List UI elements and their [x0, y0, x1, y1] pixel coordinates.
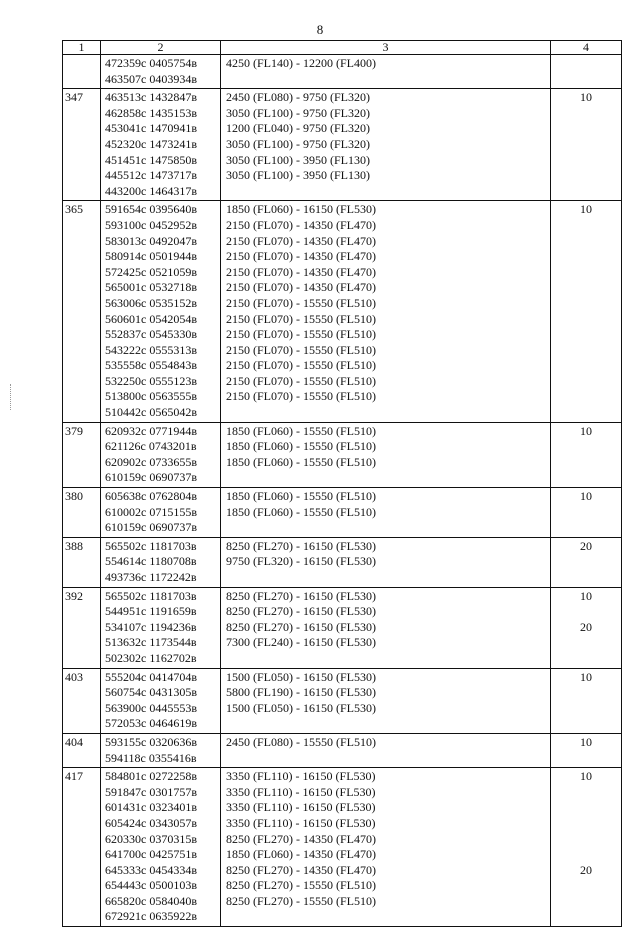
coordinate-point: 543222с 0555313в: [105, 342, 197, 357]
altitude-levels-cell: [221, 733, 551, 767]
category-value: 10: [580, 734, 592, 749]
coordinate-point: 621126с 0743201в: [105, 439, 197, 454]
coordinate-point: 565502с 1181703в: [105, 588, 197, 603]
table-row: [63, 422, 622, 487]
coordinate-point: 672921с 0635922в: [105, 909, 197, 924]
category-value: [553, 800, 619, 816]
coordinate-point: 563006с 0535152в: [105, 295, 197, 310]
coordinate-point: 560754с 0431305в: [105, 685, 197, 700]
coordinate-point: 654443с 0500103в: [105, 878, 197, 893]
zone-number: 347: [63, 89, 101, 201]
category-value: 10: [580, 769, 592, 784]
category-value: [553, 785, 619, 801]
altitude-range: 8250 (FL270) - 16150 (FL530): [226, 588, 376, 603]
coordinate-point: 580914с 0501944в: [105, 249, 197, 264]
coordinate-point: 605638с 0762804в: [105, 489, 197, 504]
category-cell: [551, 201, 622, 422]
category-value: [553, 816, 619, 832]
category-value: [553, 56, 619, 72]
altitude-range: 1850 (FL060) - 15550 (FL510): [226, 489, 376, 504]
altitude-levels-cell: [221, 537, 551, 587]
category-value: 10: [580, 90, 592, 105]
margin-mark: [10, 384, 12, 410]
altitude-range: 1850 (FL060) - 14350 (FL470): [226, 847, 376, 862]
altitude-range: 5800 (FL190) - 16150 (FL530): [226, 685, 376, 700]
coordinates-cell: [101, 768, 221, 927]
category-value: [553, 604, 619, 620]
altitude-range: 3350 (FL110) - 16150 (FL530): [226, 800, 376, 815]
category-cell: [551, 668, 622, 733]
table-row: [63, 201, 622, 422]
altitude-range: 2150 (FL070) - 15550 (FL510): [226, 389, 376, 404]
column-header-4: 4: [551, 41, 622, 55]
coordinate-point: 641700с 0425751в: [105, 847, 197, 862]
altitude-range: 9750 (FL320) - 16150 (FL530): [226, 554, 376, 569]
altitude-range: 2150 (FL070) - 15550 (FL510): [226, 311, 376, 326]
coordinate-point: 610159с 0690737в: [105, 470, 197, 485]
zone-number: 417: [63, 768, 101, 927]
table-row: [63, 537, 622, 587]
category-value: 20: [580, 538, 592, 553]
altitude-range: 2150 (FL070) - 14350 (FL470): [226, 280, 376, 295]
coordinate-point: 502302с 1162702в: [105, 650, 197, 665]
category-value: 10: [580, 669, 592, 684]
altitude-levels-cell: [221, 422, 551, 487]
column-header-3: 3: [221, 41, 551, 55]
coordinates-cell: [101, 55, 221, 89]
category-cell: [551, 422, 622, 487]
category-cell: [551, 768, 622, 927]
coordinates-cell: [101, 89, 221, 201]
altitude-range: 8250 (FL270) - 16150 (FL530): [226, 538, 376, 553]
zone-number: 379: [63, 422, 101, 487]
table-body: [63, 55, 622, 927]
coordinate-point: 593100с 0452952в: [105, 217, 197, 232]
coordinates-cell: [101, 537, 221, 587]
coordinate-point: 510442с 0565042в: [105, 405, 197, 420]
altitude-levels-cell: [221, 89, 551, 201]
coordinate-point: 513632с 1173544в: [105, 635, 197, 650]
altitude-range: 1500 (FL050) - 16150 (FL530): [226, 700, 376, 715]
coordinates-cell: [101, 733, 221, 767]
coordinate-point: 472359с 0405754в: [105, 56, 197, 70]
altitude-range: 2150 (FL070) - 15550 (FL510): [226, 327, 376, 342]
zone-number: 365: [63, 201, 101, 422]
table-row: [63, 587, 622, 668]
coordinate-point: 610002с 0715155в: [105, 504, 197, 519]
altitude-range: 3350 (FL110) - 16150 (FL530): [226, 769, 376, 784]
coordinate-point: 605424с 0343057в: [105, 815, 197, 830]
coordinate-point: 463507с 0403934в: [105, 71, 197, 86]
zone-number: [63, 55, 101, 89]
coordinate-point: 534107с 1194236в: [105, 619, 197, 634]
altitude-range: 1850 (FL060) - 15550 (FL510): [226, 504, 376, 519]
column-header-2: 2: [101, 41, 221, 55]
altitude-range: 1850 (FL060) - 15550 (FL510): [226, 439, 376, 454]
category-value: [553, 847, 619, 863]
coordinate-point: 513800с 0563555в: [105, 389, 197, 404]
coordinate-point: 544951с 1191659в: [105, 604, 197, 619]
altitude-range: 8250 (FL270) - 16150 (FL530): [226, 604, 376, 619]
coordinate-point: 535558с 0554843в: [105, 358, 197, 373]
coordinate-point: 583013с 0492047в: [105, 233, 197, 248]
category-value: 10: [580, 423, 592, 438]
coordinate-point: 572425с 0521059в: [105, 264, 197, 279]
category-cell: [551, 587, 622, 668]
altitude-range: 2150 (FL070) - 15550 (FL510): [226, 295, 376, 310]
coordinate-point: 453041с 1470941в: [105, 121, 197, 136]
coordinate-point: 532250с 0555123в: [105, 373, 197, 388]
altitude-range: 2150 (FL070) - 14350 (FL470): [226, 249, 376, 264]
altitude-range: 2450 (FL080) - 15550 (FL510): [226, 734, 376, 749]
zone-number: 403: [63, 668, 101, 733]
coordinate-point: 591654с 0395640в: [105, 202, 197, 217]
altitude-levels-cell: [221, 201, 551, 422]
coordinate-point: 594118с 0355416в: [105, 750, 197, 765]
category-value: 10: [580, 202, 592, 217]
coordinate-point: 620330с 0370315в: [105, 831, 197, 846]
table-row: [63, 488, 622, 538]
table-row: [63, 55, 622, 89]
coordinate-point: 443200с 1464317в: [105, 183, 197, 198]
coordinate-point: 620902с 0733655в: [105, 454, 197, 469]
zone-number: 388: [63, 537, 101, 587]
altitude-range: 1850 (FL060) - 16150 (FL530): [226, 202, 376, 217]
category-value: 10: [580, 489, 592, 504]
page-number: 8: [316, 22, 324, 37]
coordinate-point: 452320с 1473241в: [105, 136, 197, 151]
category-cell: [551, 55, 622, 89]
altitude-range: 4250 (FL140) - 12200 (FL400): [226, 56, 376, 70]
coordinate-point: 665820с 0584040в: [105, 893, 197, 908]
coordinates-cell: [101, 488, 221, 538]
altitude-range: 1850 (FL060) - 15550 (FL510): [226, 454, 376, 469]
category-value: 20: [580, 619, 592, 634]
coordinate-point: 563900с 0445553в: [105, 700, 197, 715]
coordinate-point: 565502с 1181703в: [105, 538, 197, 553]
altitude-range: 2150 (FL070) - 14350 (FL470): [226, 264, 376, 279]
altitude-range: 2150 (FL070) - 14350 (FL470): [226, 217, 376, 232]
table-row: [63, 768, 622, 927]
altitude-range: 3350 (FL110) - 16150 (FL530): [226, 815, 376, 830]
altitude-range: 8250 (FL270) - 16150 (FL530): [226, 619, 376, 634]
zone-number: 392: [63, 587, 101, 668]
category-value: 20: [580, 862, 592, 877]
altitude-range: 7300 (FL240) - 16150 (FL530): [226, 635, 376, 650]
coordinates-cell: [101, 422, 221, 487]
coordinates-cell: [101, 587, 221, 668]
coordinates-cell: [101, 201, 221, 422]
category-cell: [551, 537, 622, 587]
table-row: [63, 733, 622, 767]
coordinate-point: 552837с 0545330в: [105, 327, 197, 342]
altitude-levels-cell: [221, 768, 551, 927]
altitude-range: 8250 (FL270) - 15550 (FL510): [226, 893, 376, 908]
coordinate-point: 555204с 0414704в: [105, 669, 197, 684]
coordinate-point: 463513с 1432847в: [105, 90, 197, 105]
coordinate-point: 593155с 0320636в: [105, 734, 197, 749]
category-cell: [551, 733, 622, 767]
altitude-range: 3050 (FL100) - 3950 (FL130): [226, 168, 370, 183]
coordinate-point: 645333с 0454334в: [105, 862, 197, 877]
coordinate-point: 610159с 0690737в: [105, 520, 197, 535]
category-value: [553, 832, 619, 848]
altitude-range: 1200 (FL040) - 9750 (FL320): [226, 121, 370, 136]
altitude-range: 8250 (FL270) - 14350 (FL470): [226, 862, 376, 877]
coordinate-point: 451451с 1475850в: [105, 152, 197, 167]
coordinates-cell: [101, 668, 221, 733]
column-header-1: 1: [63, 41, 101, 55]
altitude-levels-cell: [221, 488, 551, 538]
altitude-range: 3050 (FL100) - 9750 (FL320): [226, 136, 370, 151]
coordinate-point: 554614с 1180708в: [105, 554, 197, 569]
altitude-range: 2150 (FL070) - 15550 (FL510): [226, 373, 376, 388]
coordinate-point: 560601с 0542054в: [105, 311, 197, 326]
coordinate-point: 572053с 0464619в: [105, 716, 197, 731]
table-row: [63, 668, 622, 733]
altitude-levels-cell: [221, 55, 551, 89]
altitude-levels-cell: [221, 668, 551, 733]
altitude-range: 3350 (FL110) - 16150 (FL530): [226, 784, 376, 799]
coordinate-point: 445512с 1473717в: [105, 168, 197, 183]
category-cell: [551, 89, 622, 201]
altitude-range: 1500 (FL050) - 16150 (FL530): [226, 669, 376, 684]
zone-number: 380: [63, 488, 101, 538]
coordinate-point: 565001с 0532718в: [105, 280, 197, 295]
coordinate-point: 493736с 1172242в: [105, 570, 197, 584]
table-header-row: [63, 41, 622, 55]
coordinate-point: 584801с 0272258в: [105, 769, 197, 784]
category-cell: [551, 488, 622, 538]
category-value: 10: [580, 588, 592, 603]
altitude-range: 3050 (FL100) - 9750 (FL320): [226, 105, 370, 120]
altitude-range: 2150 (FL070) - 15550 (FL510): [226, 358, 376, 373]
coordinate-point: 462858с 1435153в: [105, 105, 197, 120]
altitude-range: 2150 (FL070) - 14350 (FL470): [226, 233, 376, 248]
coordinate-point: 620932с 0771944в: [105, 423, 197, 438]
coordinate-point: 601431с 0323401в: [105, 800, 197, 815]
altitude-range: 8250 (FL270) - 14350 (FL470): [226, 831, 376, 846]
table-row: [63, 89, 622, 201]
zone-number: 404: [63, 733, 101, 767]
altitude-range: 1850 (FL060) - 15550 (FL510): [226, 423, 376, 438]
coordinate-point: 591847с 0301757в: [105, 784, 197, 799]
altitude-range: 8250 (FL270) - 15550 (FL510): [226, 878, 376, 893]
altitude-range: 3050 (FL100) - 3950 (FL130): [226, 152, 370, 167]
airspace-table: [62, 40, 622, 927]
altitude-range: 2150 (FL070) - 15550 (FL510): [226, 342, 376, 357]
altitude-range: 2450 (FL080) - 9750 (FL320): [226, 90, 370, 105]
altitude-levels-cell: [221, 587, 551, 668]
